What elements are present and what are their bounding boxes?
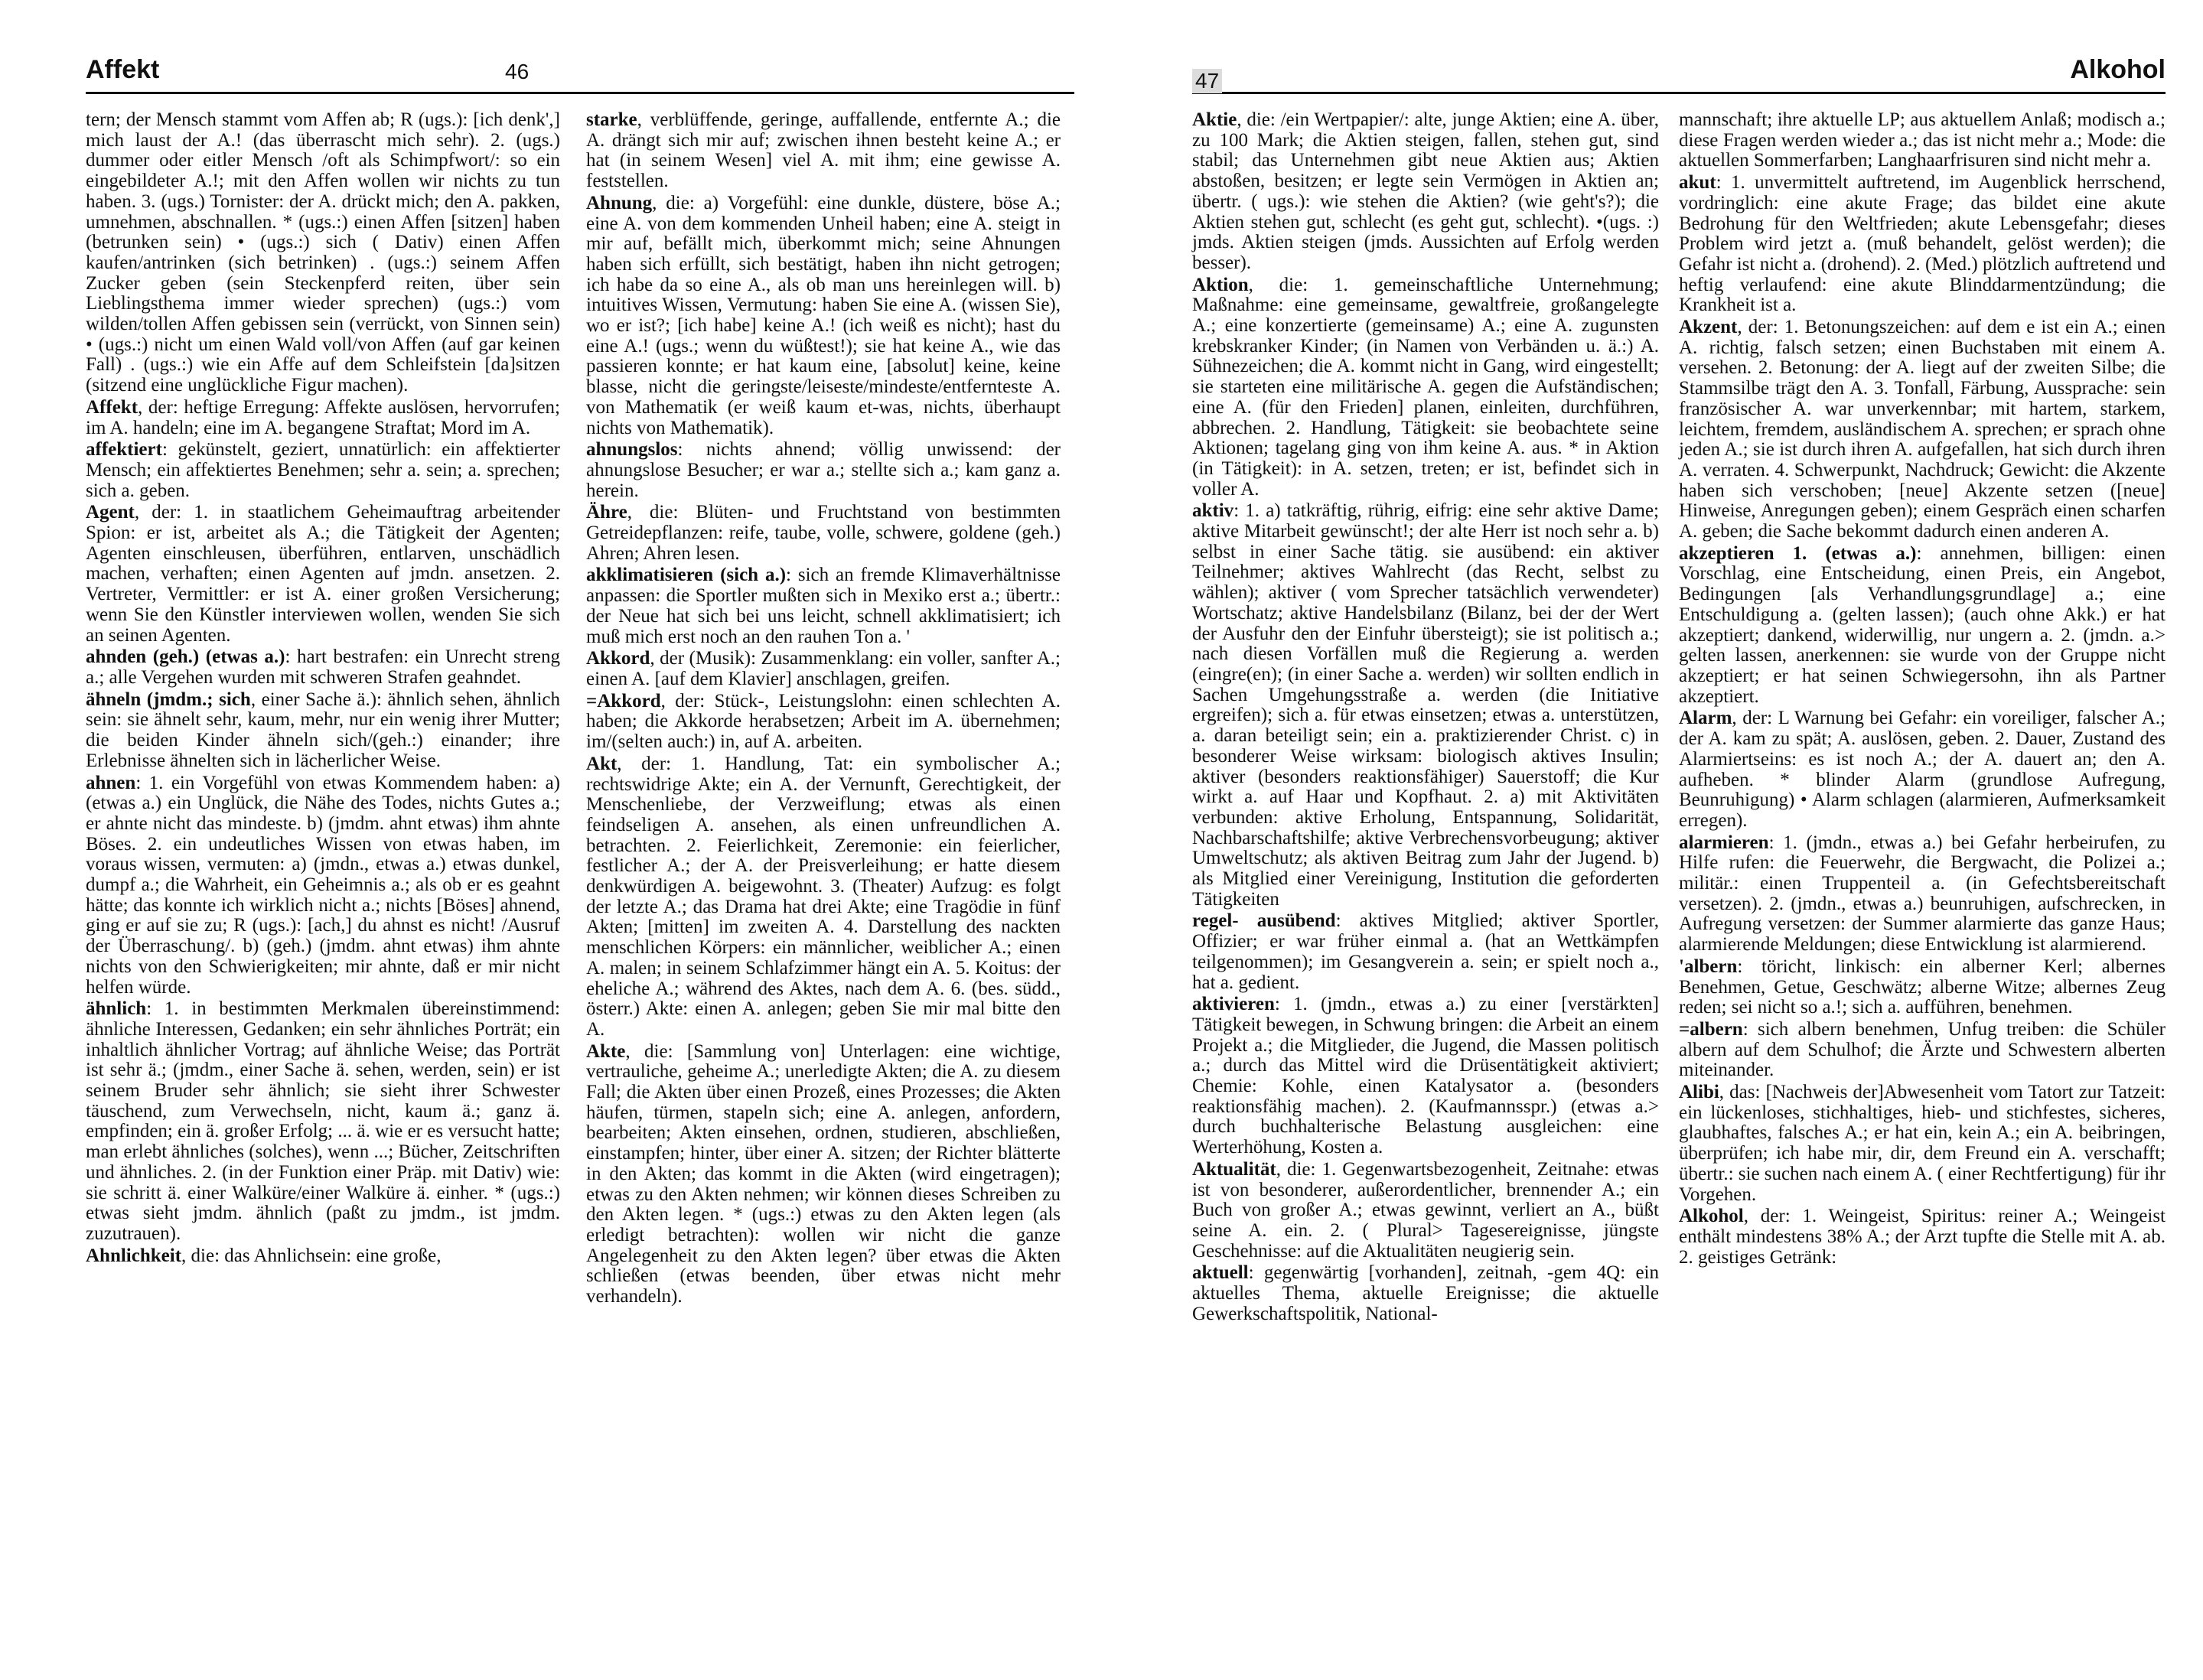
entry-paragraph: aktuell: gegenwärtig [vorhanden], zeitnah, -gem 4Q: ein aktuelles Thema, aktuelle Ereignisse; die aktuelle Gewerkschaftspolitik, National- [1192, 1262, 1659, 1324]
entry-paragraph: Aktie, die: /ein Wertpapier/: alte, junge Aktien; eine A. über, zu 100 Mark; die Aktien steigen, fallen, stehen gut, sind stabil; das Unternehmen gibt neue Aktien aus; Aktien abstoßen, besitzen; er legte sein Vermögen in Aktien an; übertr. ( ugs.): wie stehen die Aktien? (wie geht's?); die Aktien stehen gut, schlecht (es geht gut, schlecht). •(ugs. :) jmds. Aktien steigen (jmds. Aussichten auf Erfolg werden besser). [1192, 109, 1659, 273]
entry-paragraph: Alkohol, der: 1. Weingeist, Spiritus: reiner A.; Weingeist enthält mindestens 38% A.; der Arzt tupfte die Stelle mit A. ab. 2. geistiges Getränk: [1679, 1206, 2166, 1268]
entry-paragraph: ahnden (geh.) (etwas a.): hart bestrafen: ein Unrecht streng a.; alle Vergehen wurden mit schweren Strafen geahndet. [86, 646, 560, 688]
entry-paragraph: akklimatisieren (sich a.): sich an fremde Klimaverhältnisse anpassen: die Sportler mußten sich in Mexiko erst a.; übertr.: der Neue hat sich bei uns leicht, schnell akklimatisiert; ich muß mich erst noch an den rauhen Ton a. ' [586, 565, 1061, 647]
entry-paragraph: aktivieren: 1. (jmdn., etwas a.) zu einer [verstärkten] Tätigkeit bewegen, in Schwung bringen: die Arbeit an einem Projekt a.; die Mitglieder, die Jugend, die Massen politisch a.; durch das Mittel wird die Drüsentätigkeit aktiviert; Chemie: Kohle, einen Katalysator a. (besonders reaktionsfähig machen). 2. (Kaufmannsspr.) (etwas a.> durch buchhalterische Belastung ausgleichen: eine Werterhöhung, Kosten a. [1192, 994, 1659, 1158]
entry-paragraph: regel- ausübend: aktives Mitglied; aktiver Sportler, Offizier; er war früher einmal a. (hat an Wettkämpfen teilgenommen); im Gesangverein a. sein; er spielt noch a., hat a. gedient. [1192, 910, 1660, 993]
right-page-header [1192, 52, 2166, 94]
entry-paragraph: Akt, der: 1. Handlung, Tat: ein symbolischer A.; rechtswidrige Akte; ein A. der Vernunft, Gerechtigkeit, der Menschenliebe, der Verzweiflung; etwas als einen feindseligen A. ansehen, als einen unfreundlichen A. betrachten. 2. Feierlichkeit, Zeremonie: ein feierlicher, festlicher A.; der A. der Preisverleihung; er hatte diesem denkwürdigen A. beigewohnt. 3. (Theater) Aufzug: es folgt der letzte A.; das Drama hat drei Akte; eine Tragödie in fünf Akten; [mitten] im zweiten A. 4. Darstellung des nackten menschlichen Körpers: ein männlicher, weiblicher A.; einen A. malen; in seinem Schlafzimmer hängt ein A. 5. Koitus: der eheliche A.; während des Aktes, nach dem A. 6. (bes. südd., österr.) Akte: einen A. anlegen; geben Sie mir mal bitte den A. [586, 753, 1061, 1040]
left-column-1 [86, 110, 560, 1266]
right-page-number: 47 [1192, 69, 1222, 93]
entry-paragraph: akut: 1. unvermittelt auftretend, im Augenblick herrschend, vordringlich: eine akute Frage; das bildet eine akute Bedrohung für den Weltfrieden; akute Lebensgefahr; dieses Problem wird jetzt a. (muß behandelt, gelöst werden); die Gefahr ist nicht a. (drohend). 2. (Med.) plötzlich auftretend und heftig verlaufend: eine akute Blinddarmentzündung; die Krankheit ist a. [1679, 172, 2166, 316]
entry-paragraph: Aktion, die: 1. gemeinschaftliche Unternehmung; Maßnahme: eine gemeinsame, gewaltfreie, großangelegte A.; eine konzertierte (gemeinsame) A.; eine A. zugunsten krebskranker Kinder; (in Namen von Verbänden u. ä.:) A. Sühnezeichen; die A. kommt nicht in Gang, wird eingestellt; sie starteten eine militärische A. gegen die Aufständischen; eine A. (für den Frieden] planen, einleiten, durchführen, abbrechen. 2. Handlung, Tätigkeit: sie beobachtete seine Aktionen; tagelang ging von ihm keine A. aus. * in Aktion (in Tätigkeit): in A. setzen, treten; er ist, befindet sich in voller A. [1192, 274, 1659, 500]
right-column-2 [1679, 110, 2166, 1268]
entry-paragraph: ahnen: 1. ein Vorgefühl von etwas Kommendem haben: a) (etwas a.) ein Unglück, die Nähe des Todes, nichts Gutes a.; er ahnte nicht das mindeste. b) (jmdm. ahnt etwas) ihm ahnte Böses. 2. ein undeutliches Wissen von etwas haben, im voraus wissen, vermuten: a) (jmdn., etwas a.) etwas dunkel, dumpf a.; die Wahrheit, ein Geheimnis a.; als ob er es geahnt hätte; das konnte ich wirklich nicht a.; nichts [Böses] ahnend, ging er auf sie zu; R (ugs.): [ach,] du ahnst es nicht! /Ausruf der Überraschung/. b) (geh.) (jmdm. ahnt etwas) ihm ahnte nichts von den Schwierigkeiten; mir ahnte, daß er mir nicht helfen würde. [86, 772, 560, 998]
entry-paragraph: Akkord, der (Musik): Zusammenklang: ein voller, sanfter A.; einen A. [auf dem Klavier] anschlagen, greifen. [586, 648, 1061, 689]
right-head-word: Alkohol [2070, 55, 2166, 84]
entry-paragraph: ähneln (jmdm.; sich, einer Sache ä.): ähnlich sehen, ähnlich sein: sie ähnelt sehr, kaum, mehr, nur ein wenig ihrer Mutter; die beiden Kinder ähneln sich/(geh.:) einander; ihre Erlebnisse ähnelten sich in lächerlicher Weise. [86, 689, 560, 771]
right-column-1 [1192, 110, 1659, 1324]
entry-paragraph: Alarm, der: L Warnung bei Gefahr: ein voreiliger, falscher A.; der A. kam zu spät; A. auslösen, geben. 2. Dauer, Zustand des Alarmiertseins: es ist noch A.; der A. dauert an; den A. aufheben. * blinder Alarm (grundlose Aufregung, Beunruhigung) • Alarm schlagen (alarmieren, Aufmerksamkeit erregen). [1679, 708, 2166, 831]
entry-paragraph: Aktualität, die: 1. Gegenwartsbezogenheit, Zeitnahe: etwas ist von besonderer, außerordentlicher, brennender A.; ein Buch von großer A.; etwas gewinnt, verliert an A., büßt seine A. ein. 2. ( Plural> Tagesereignisse, jüngste Geschehnisse: auf die Aktualitäten neugierig sein. [1192, 1158, 1659, 1262]
entry-paragraph: Ähre, die: Blüten- und Fruchtstand von bestimmten Getreidepflanzen: reife, taube, volle, schwere, goldene (geh.) Ahren; Ahren lesen. [586, 502, 1061, 564]
entry-paragraph: Akzent, der: 1. Betonungszeichen: auf dem e ist ein A.; einen A. richtig, falsch setzen; einen Buchstaben mit einem A. versehen. 2. Betonung: der A. liegt auf der zweiten Silbe; die Stammsilbe trägt den A. 3. Tonfall, Färbung, Aussprache: sein französischer A. war unverkennbar; mit hartem, starkem, leichtem, fremdem, ausländischem A. sprechen; er sprach ohne jeden A.; sie ist durch ihren A. aufgefallen, hat sich durch ihren A. verraten. 4. Schwerpunkt, Nachdruck; Gewicht: die Akzente haben sich verschoben; [neue] Akzente setzen ([neue] Hinweise, Anregungen geben); einem Gespräch einen scharfen A. geben; die Sache bekommt dadurch einen anderen A. [1679, 317, 2166, 542]
entry-paragraph: ahnungslos: nichts ahnend; völlig unwissend: der ahnungslose Besucher; er war a.; stellte sich a.; kam ganz a. herein. [586, 439, 1061, 501]
entry-paragraph: ähnlich: 1. in bestimmten Merkmalen übereinstimmend: ähnliche Interessen, Gedanken; ein sehr ähnliches Porträt; ein inhaltlich ähnlicher Vortrag; auf ähnliche Weise; das Porträt ist sehr ä.; (jmdm., einer Sache ä. sehen, werden, sein) er ist seinem Bruder sehr ähnlich; sie sieht ihrer Schwester täuschend, zum Verwechseln, nicht, kaum ä.; ganz ä. empfinden; ein ä. großer Erfolg; ... ä. wie er es versucht hatte; man erlebt ähnliches (solches), wenn ...; Bücher, Zeitschriften und ähnliches. 2. (in der Funktion einer Präp. mit Dativ) wie: sie schritt ä. einer Walküre/einer Walküre ä. einher. * (ugs.:) etwas sieht jmdm. ähnlich (paßt zu jmdm., ist jmdm. zuzutrauen). [86, 998, 560, 1244]
entry-paragraph: Alibi, das: [Nachweis der]Abwesenheit vom Tatort zur Tatzeit: ein lückenloses, stichhaltiges, hieb- und stichfestes, sicheres, glaubhaftes, falsches A.; er hat ein, kein A.; ein A. beibringen, überprüfen; ich habe mir, dir, dem Freund ein A. verschafft; übertr.: sie suchen nach einem A. ( einer Rechtfertigung) für ihr Vorgehen. [1679, 1082, 2166, 1205]
entry-paragraph: 'albern: töricht, linkisch: ein alberner Kerl; albernes Benehmen, Getue, Geschwätz; alberne Witze; albernes Zeug reden; sei nicht so a.!; sich a. aufführen, benehmen. [1679, 956, 2166, 1018]
entry-paragraph: mannschaft; ihre aktuelle LP; aus aktuellem Anlaß; modisch a.; diese Fragen werden wieder a.; das ist nicht mehr a.; Mode: die aktuellen Sommerfarben; Langhaarfrisuren sind nicht mehr a. [1679, 109, 2166, 171]
entry-paragraph: =Akkord, der: Stück-, Leistungslohn: einen schlechten A. haben; die Akkorde herabsetzen; Arbeit im A. übernehmen; im/(selten auch:) in, auf A. arbeiten. [586, 690, 1061, 753]
entry-paragraph: =albern: sich albern benehmen, Unfug treiben: die Schüler albern auf dem Schulhof; die Ärzte und Schwestern alberten miteinander. [1679, 1018, 2166, 1081]
left-head-word: Affekt [86, 55, 160, 84]
entry-paragraph: affektiert: gekünstelt, geziert, unnatürlich: ein affektierter Mensch; ein affektiertes Benehmen; sehr a. sein; a. sprechen; sich a. geben. [86, 439, 560, 501]
entry-paragraph: alarmieren: 1. (jmdn., etwas a.) bei Gefahr herbeirufen, zu Hilfe rufen: die Feuerwehr, die Bergwacht, die Polizei a.; militär.: einen Truppenteil a. (in Gefechtsbereitschaft versetzen). 2. (jmdn., etwas a.) beunruhigen, aufschrecken, in Aufregung versetzen: der Summer alarmierte das ganze Haus; alarmierende Meldungen; diese Entwicklung ist alarmierend. [1679, 832, 2166, 956]
entry-paragraph: starke, verblüffende, geringe, auffallende, entfernte A.; die A. drängt sich mir auf; zwischen ihnen besteht keine A.; er hat (in seinem Wesen] viel A. mit ihm; eine gewisse A. feststellen. [586, 109, 1061, 192]
right-page [1102, 0, 2203, 1680]
entry-paragraph: Ahnlichkeit, die: das Ahnlichsein: eine große, [86, 1245, 442, 1266]
left-page-number: 46 [505, 60, 530, 83]
left-column-2 [586, 110, 1061, 1307]
left-page-header [86, 52, 1074, 94]
entry-paragraph: Ahnung, die: a) Vorgefühl: eine dunkle, düstere, böse A.; eine A. von dem kommenden Unheil haben; eine A. steigt in mir auf, befällt mich, überkommt mich; seine Ahnungen haben sich erfüllt, sich bestätigt, haben ihn nicht getrogen; ich habe da so eine A., als ob man uns hereinlegen will. b) intuitives Wissen, Vermutung: haben Sie eine A. (wissen Sie), wo er ist?; [ich habe] keine A.! (ich weiß es nicht); hast du eine A.! (ugs.; wenn du wüßtest!); sie hat keine A., wie das passieren konnte; er hat kaum eine, [absolut] keine, keine blasse, nicht die geringste/leiseste/mindeste/entfernteste A. von Mathematik (er weiß kaum et-was, nichts, überhaupt nichts von Mathematik). [586, 192, 1061, 438]
entry-paragraph: Agent, der: 1. in staatlichem Geheimauftrag arbeitender Spion: er ist, arbeitet als A.; die Tätigkeit der Agenten; Agenten einschleusen, überführen, entlarven, unschädlich machen, verhaften; einen Agenten auf jmdn. ansetzen. 2. Vertreter, Vermittler: er ist A. einer großen Versicherung; wenn Sie den Künstler interviewen wollen, wenden Sie sich an seinen Agenten. [86, 502, 560, 646]
entry-paragraph: aktiv: 1. a) tatkräftig, rührig, eifrig: eine sehr aktive Dame; aktive Mitarbeit gewünscht!; der alte Herr ist noch sehr a. b) selbst in einer Sache tätig. sie ausübend: ein aktiver Teilnehmer; aktives Wahlrecht (das Recht, selbst zu wählen); aktiver ( vom Sprecher tatsächlich verwendeter) Wortschatz; aktive Handelsbilanz (Bilanz, bei der der Wert der Ausfuhr den der Einfuhr übersteigt); sie ist politisch a.; nach diesen Vorfällen muß die Regierung a. werden (eingre(en); (in einer Sache a. werden) wir sollten endlich in Sachen Umgehungsstraße a. werden (die Initiative ergreifen); sich a. für etwas einsetzen; etwas a. unterstützen, a. daran beteiligt sein; ein a. praktizierender Christ. c) in besonderer Weise wirksam: biologisch aktives Insulin; aktiver (besonders reaktionsfähiger) Sauerstoff; die Kur wirkt a. auf Haar und Kopfhaut. 2. a) mit Aktivitäten verbunden: aktive Erholung, Entspannung, Solidarität, Nachbarschaftshilfe; aktive Verbrechensvorbeugung; aktiver Umweltschutz; als aktiven Beitrag zum Jahr der Jugend. b) als Mitglied einer Vereinigung, Institution die geforderten Tätigkeiten [1192, 500, 1659, 910]
entry-paragraph: akzeptieren 1. (etwas a.): annehmen, billigen: einen Vorschlag, eine Entscheidung, einen Preis, ein Angebot, Bedingungen [als Verhandlungsgrundlage] a.; eine Entschuldigung a. (gelten lassen); (auch ohne Akk.) er hat akzeptiert; dankend, widerwillig, nur ungern a. 2. (jmdn. a.> gelten lassen, anerkennen: sie wurde von der Gruppe nicht akzeptiert; er hat seinen Schwiegersohn, ihn als Partner akzeptiert. [1679, 542, 2166, 707]
entry-paragraph: Akte, die: [Sammlung von] Unterlagen: eine wichtige, vertrauliche, geheime A.; unerledigte Akten; die A. zu diesem Fall; die Akten über einen Prozeß, eines Prozesses; die Akten häufen, türmen, stapeln sich; eine A. anlegen, anfordern, bearbeiten; Akten einsehen, ordnen, studieren, abschließen, einstampfen; hinter, über einer A. sitzen; der Richter blätterte in den Akten; das kommt in die Akten (wird eingetragen); etwas zu den Akten nehmen; wir können dieses Schreiben zu den Akten legen. * (ugs.:) etwas zu den Akten legen (als erledigt betrachten): wollen wir nicht die ganze Angelegenheit zu den Akten legen? über etwas die Akten schließen (etwas beenden, über etwas nicht mehr verhandeln). [586, 1040, 1061, 1307]
entry-paragraph: tern; der Mensch stammt vom Affen ab; R (ugs.): [ich denk',] mich laust der A.! (das überrascht mich sehr). 2. (ugs.) dummer oder eitler Mensch /oft als Schimpfwort/: so ein eingebildeter A.!; mit den Affen wollen wir nichts zu tun haben. 3. (ugs.) Tornister: der A. drückt mich; den A. pakken, umnehmen, abschnallen. * (ugs.:) einen Affen [sitzen] haben (betrunken sein) • (ugs.:) sich ( Dativ) einen Affen kaufen/antrinken (sich betrinken) . (ugs.:) seinem Affen Zucker geben (sein Steckenpferd reiten, über sein Lieblingsthema immer wieder sprechen) (ugs.:) vom wilden/tollen Affen gebissen sein (verrückt, von Sinnen sein) • (ugs.:) nicht um einen Wald voll/von Affen (auf gar keinen Fall) . (ugs.:) wie ein Affe auf dem Schleifstein [da]sitzen (sitzend eine unglückliche Figur machen). [86, 109, 560, 396]
entry-paragraph: Affekt, der: heftige Erregung: Affekte auslösen, hervorrufen; im A. handeln; eine im A. begangene Straftat; Mord im A. [86, 396, 560, 438]
